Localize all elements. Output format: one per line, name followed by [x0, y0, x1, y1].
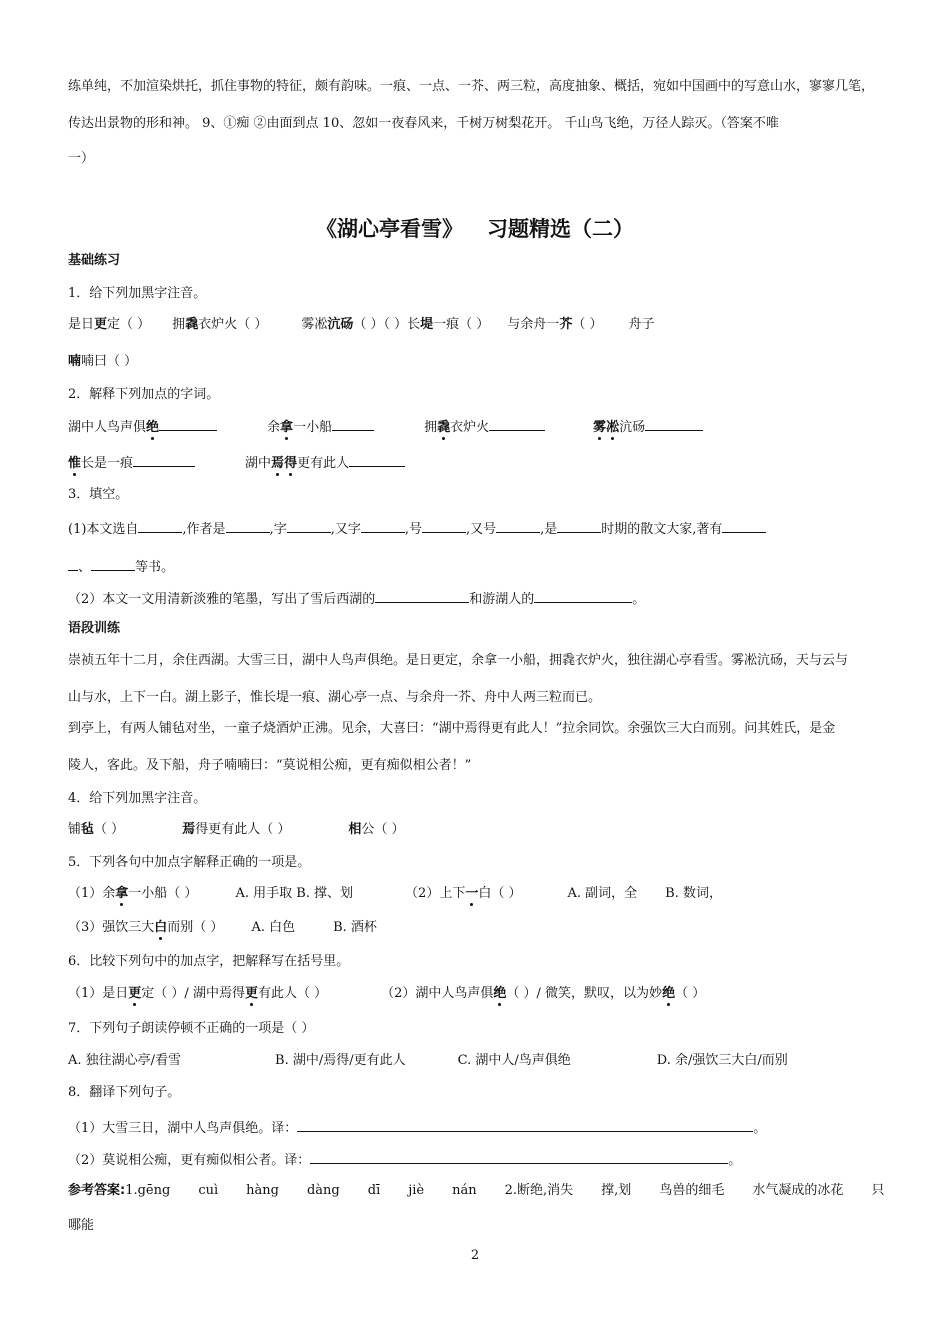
q2-dotted-char: 惟 — [68, 456, 82, 471]
q5-text: 一小船（ ） — [128, 886, 198, 901]
q3-text: ,号 — [404, 522, 422, 537]
q3-text: ,又字 — [330, 522, 361, 537]
q6-dotted-char: 更 — [128, 986, 142, 1001]
q1-text: 定（ ） — [107, 317, 151, 332]
q1-bold-char: 堤 — [420, 317, 434, 332]
q5-dotted-char: 一 — [465, 886, 479, 901]
answer-blank[interactable] — [91, 556, 135, 571]
answer-blank[interactable] — [159, 416, 217, 431]
answer-blank[interactable] — [722, 518, 766, 533]
answer-item: 2.断绝,消失 — [504, 1183, 574, 1198]
q4-text: 公（ ） — [361, 822, 405, 837]
q7-option-a[interactable]: A. 独往湖心亭/看雪 — [68, 1053, 182, 1068]
answer-item: dàng — [306, 1183, 340, 1198]
q6-text: （ ） — [675, 986, 706, 1001]
translation-blank[interactable] — [310, 1149, 728, 1164]
q6-text: （2）湖中人鸟声俱 — [381, 986, 494, 1001]
q2-text: 拥 — [424, 420, 438, 435]
q7-option-c[interactable]: C. 湖中人/鸟声俱绝 — [457, 1053, 571, 1068]
q2-dotted-char: 凇 — [606, 420, 620, 435]
translation-blank[interactable] — [297, 1117, 753, 1132]
answer-blank[interactable] — [332, 416, 374, 431]
q3-part-1-cont — [68, 556, 174, 577]
title-part-1: 《湖心亭看雪》 — [316, 217, 463, 241]
q5-text: （3）强饮三大 — [68, 920, 155, 935]
q1-bold-char: 更 — [94, 317, 108, 332]
answer-blank[interactable] — [534, 588, 632, 603]
answer-blank[interactable] — [138, 518, 182, 533]
q2-dotted-char: 绝 — [146, 420, 160, 435]
q7-options — [68, 1052, 788, 1070]
q6-text: 有此人（ ） — [257, 986, 328, 1001]
answer-item: dī — [367, 1183, 381, 1198]
answer-item: 1.gēng — [125, 1183, 171, 1198]
q4-text: （ ） — [94, 822, 125, 837]
q3-text: 。 — [632, 592, 646, 607]
q2-dotted-char: 得 — [284, 456, 298, 471]
q3-text: 等书。 — [135, 560, 175, 575]
title-part-2: 习题精选（二） — [487, 217, 634, 241]
answer-blank[interactable] — [349, 452, 405, 467]
q2-text: 余 — [267, 420, 281, 435]
q4-bold-char: 毡 — [81, 822, 95, 837]
answer-blank[interactable] — [557, 518, 601, 533]
answer-blank[interactable] — [226, 518, 270, 533]
answer-item: 撑,划 — [601, 1183, 632, 1198]
q2-text: 湖中 — [245, 456, 272, 471]
q8-text: （1）大雪三日，湖中人鸟声俱绝。译： — [68, 1121, 298, 1136]
q5-dotted-char: 拿 — [115, 886, 129, 901]
q5-option[interactable]: A. 副词，全 — [567, 886, 638, 901]
passage-line-1: 崇祯五年十二月，余住西湖。大雪三日，湖中人鸟声俱绝。是日更定，余拿一小船，拥毳衣炉火，独往湖心亭看雪。雾凇沆砀，天与云与 — [68, 653, 849, 668]
q3-text: ,字 — [269, 522, 287, 537]
answer-item: nán — [452, 1183, 477, 1198]
q3-part-2 — [68, 588, 645, 609]
q1-text: 一痕（ ） — [433, 317, 490, 332]
q3-text: ,作者是 — [182, 522, 226, 537]
q6-text: （1）是日 — [68, 986, 129, 1001]
q1-row-2 — [68, 353, 137, 371]
q1-bold-char: 沆砀 — [327, 317, 354, 332]
answer-item: jiè — [408, 1183, 425, 1198]
q5-option[interactable]: B. 酒杯 — [333, 920, 377, 935]
intro-line-1: 练单纯，不加渲染烘托，抓住事物的特征，颇有韵味。一痕、一点、一芥、两三粒，高度抽象、概括，宛如中国画中的写意山水，寥寥几笔， — [68, 79, 875, 94]
q1-text: 是日 — [68, 317, 95, 332]
answer-blank[interactable] — [496, 518, 540, 533]
q1-text: 舟子 — [628, 317, 655, 332]
q5-option[interactable]: A. 白色 — [251, 920, 296, 935]
q1-text: 拥 — [172, 317, 186, 332]
q8-text: （2）莫说相公痴，更有痴似相公者。译： — [68, 1153, 311, 1168]
q4-prompt: 4．给下列加黑字注音。 — [68, 791, 207, 806]
q5-text: 而别（ ） — [167, 920, 224, 935]
q5-prompt: 5．下列各句中加点字解释正确的一项是。 — [68, 855, 311, 870]
answers-line-1 — [68, 1182, 884, 1200]
q1-bold-char: 芥 — [559, 317, 573, 332]
passage-line-3: 到亭上，有两人铺毡对坐，一童子烧酒炉正沸。见余，大喜曰：“湖中焉得更有此人！”拉余同饮。余强饮三大白而别。问其姓氏，是金 — [68, 721, 836, 736]
page-number: 2 — [470, 1248, 480, 1263]
answer-item: cuì — [198, 1183, 219, 1198]
q3-prompt: 3．填空。 — [68, 487, 129, 502]
q3-text: 和游湖人的 — [469, 592, 535, 607]
q3-text: 、 — [78, 560, 92, 575]
q8-prompt: 8．翻译下列句子。 — [68, 1085, 181, 1100]
q3-part-1 — [68, 518, 766, 539]
q5-option[interactable]: B. 数词， — [665, 886, 722, 901]
q2-dotted-char: 雾 — [593, 420, 607, 435]
q6-text: （ ）/ 微笑，默叹，以为妙 — [506, 986, 663, 1001]
q2-text: 湖中人鸟声俱 — [68, 420, 147, 435]
q6-prompt: 6．比较下列句中的加点字，把解释写在括号里。 — [68, 954, 350, 969]
q7-option-d[interactable]: D. 余/强饮三大白/而别 — [656, 1053, 788, 1068]
q1-text: 雾凇 — [301, 317, 328, 332]
q2-text: 一小船 — [293, 420, 333, 435]
answer-blank[interactable] — [375, 588, 469, 603]
answer-item: 水气凝成的冰花 — [752, 1183, 844, 1198]
page-title — [0, 213, 950, 243]
q1-text: （ ） — [572, 317, 603, 332]
q8-sentence-2 — [68, 1149, 741, 1170]
q3-text: ,又号 — [465, 522, 497, 537]
q3-text: ,是 — [540, 522, 558, 537]
q5-row-2 — [68, 919, 377, 937]
q2-dotted-char: 毳 — [437, 420, 451, 435]
q1-text: 喃曰（ ） — [81, 354, 138, 369]
answer-blank[interactable] — [133, 452, 195, 467]
q2-text: 更有此人 — [297, 456, 350, 471]
answer-blank[interactable] — [361, 518, 405, 533]
answer-blank[interactable] — [68, 556, 78, 571]
answer-item: 鸟兽的细毛 — [659, 1183, 725, 1198]
q4-text: 得更有此人（ ） — [195, 822, 291, 837]
q5-dotted-char: 白 — [154, 920, 168, 935]
q6-text: 定（ ）/ 湖中焉得 — [141, 986, 245, 1001]
q7-prompt: 7．下列句子朗读停顿不正确的一项是（ ） — [68, 1021, 315, 1036]
q7-option-b[interactable]: B. 湖中/焉得/更有此人 — [275, 1053, 406, 1068]
q3-text: （2）本文一文用清新淡雅的笔墨，写出了雪后西湖的 — [68, 592, 376, 607]
passage-line-2: 山与水，上下一白。湖上影子，惟长堤一痕、湖心亭一点、与余舟一芥、舟中人两三粒而已。 — [68, 690, 602, 705]
answer-blank[interactable] — [287, 518, 331, 533]
q4-bold-char: 焉 — [182, 822, 196, 837]
q8-text: 。 — [753, 1121, 767, 1136]
q2-text: 沆砀 — [619, 420, 646, 435]
q5-text: （2）上下 — [405, 886, 466, 901]
q6-dotted-char: 绝 — [662, 986, 676, 1001]
intro-line-2: 传达出景物的形和神。 9、①痴 ②由面到点 10、忽如一夜春风来，千树万树梨花开。 千山鸟飞绝，万径人踪灭。（答案不唯 — [68, 116, 779, 131]
intro-line-3: 一） — [68, 151, 95, 166]
q1-text: 与余舟一 — [507, 317, 560, 332]
answer-blank[interactable] — [489, 416, 545, 431]
q5-option[interactable]: A. 用手取 B. 撑、划 — [235, 886, 354, 901]
q8-sentence-1 — [68, 1117, 766, 1138]
answer-blank[interactable] — [645, 416, 703, 431]
q5-text: 白（ ） — [478, 886, 522, 901]
q4-row-1 — [68, 821, 404, 839]
q3-text: (1)本文选自 — [68, 522, 139, 537]
q2-text: 衣炉火 — [450, 420, 490, 435]
q5-row-1 — [68, 885, 722, 903]
section-passage-heading: 语段训练 — [68, 621, 121, 636]
q1-text: （ ）（ ）长 — [353, 317, 421, 332]
q2-dotted-char: 拿 — [280, 420, 294, 435]
passage-line-4: 陵人，客此。及下船，舟子喃喃曰：“莫说相公痴，更有痴似相公者！” — [68, 758, 472, 773]
q2-row-2 — [68, 452, 405, 473]
q5-text: （1）余 — [68, 886, 116, 901]
q1-prompt: 1．给下列加黑字注音。 — [68, 286, 207, 301]
q1-bold-char: 喃 — [68, 354, 82, 369]
q2-dotted-char: 焉 — [271, 456, 285, 471]
answer-item: 只 — [871, 1183, 885, 1198]
q1-text: 衣炉火（ ） — [198, 317, 268, 332]
q2-prompt: 2．解释下列加点的字词。 — [68, 387, 220, 402]
q2-row-1 — [68, 416, 703, 437]
answers-label: 参考答案: — [68, 1183, 126, 1198]
q3-text: 时期的散文大家,著有 — [601, 522, 723, 537]
q4-bold-char: 相 — [348, 822, 362, 837]
answer-blank[interactable] — [422, 518, 466, 533]
q6-dotted-char: 绝 — [493, 986, 507, 1001]
answer-item: hàng — [246, 1183, 279, 1198]
answers-line-2: 哪能 — [68, 1218, 95, 1233]
q6-row-1 — [68, 985, 705, 1003]
q1-row-1 — [68, 316, 654, 334]
q8-text: 。 — [728, 1153, 742, 1168]
q2-text: 长是一痕 — [81, 456, 134, 471]
section-basic-heading: 基础练习 — [68, 253, 121, 268]
q1-bold-char: 毳 — [185, 317, 199, 332]
q4-text: 铺 — [68, 822, 82, 837]
q6-dotted-char: 更 — [244, 986, 258, 1001]
